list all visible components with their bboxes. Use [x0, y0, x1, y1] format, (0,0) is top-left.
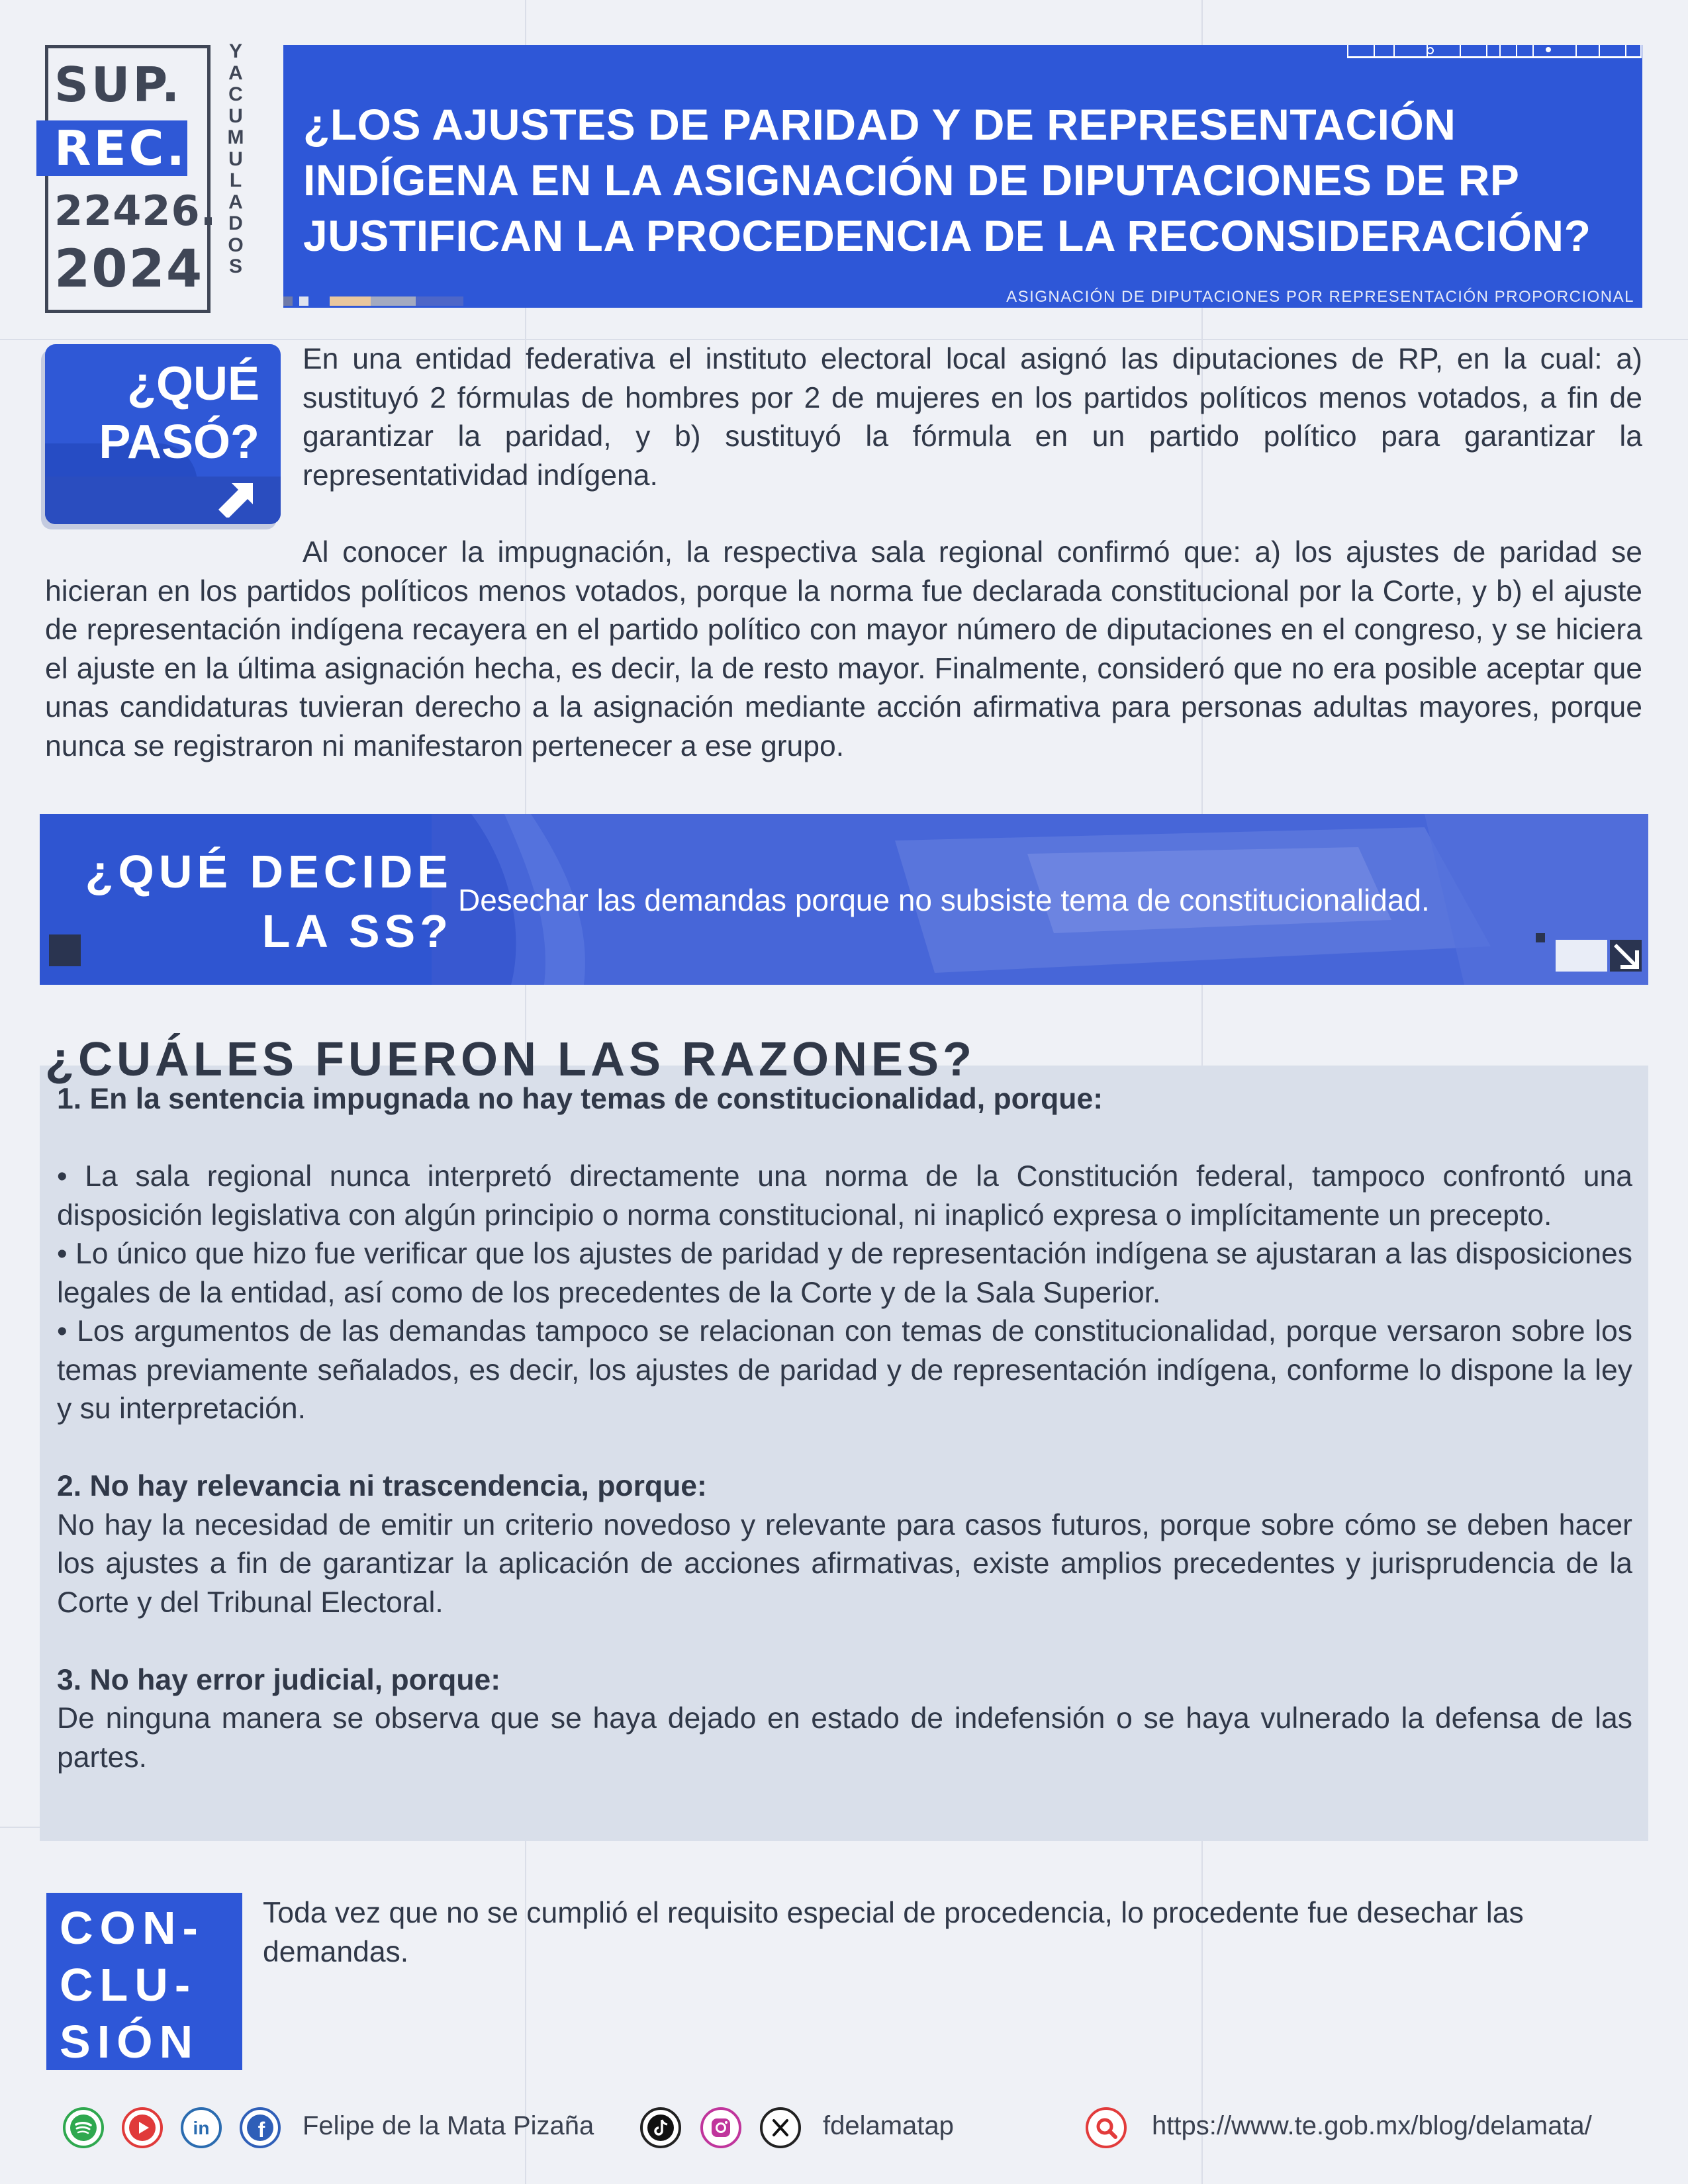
- decision-banner: [40, 814, 1648, 985]
- case-subtype: REC.: [54, 120, 187, 176]
- page-title: ¿LOS AJUSTES DE PARIDAD Y DE REPRESENTACIÓN INDÍGENA EN LA ASIGNACIÓN DE DIPUTACIONES DE RP JUSTIFICAN LA PROCEDENCIA DE LA RECONSIDERACIÓN?: [303, 100, 1591, 260]
- youtube-icon[interactable]: [122, 2107, 163, 2148]
- decision-label: [56, 842, 453, 961]
- arrow-down-right-icon: [1536, 933, 1642, 973]
- reason-1-bullet-2: • Lo único que hizo fue verificar que los ajustes de paridad y de representación indígena se ajustaran a las disposiciones legales de la entidad, así como de los precedentes de la Corte y de la Sala Superior.: [57, 1238, 1632, 1309]
- reason-3-text: De ninguna manera se observa que se haya dejado en estado de indefensión o se haya vulnerado la defensa de las partes.: [57, 1702, 1632, 1774]
- banner-subtitle: ASIGNACIÓN DE DIPUTACIONES POR REPRESENTACIÓN PROPORCIONAL: [1006, 288, 1634, 306]
- decision-text: Desechar las demandas porque no subsiste tema de constitucionalidad.: [458, 883, 1430, 917]
- deco-bar: [330, 296, 371, 306]
- deco-square: [283, 296, 293, 306]
- reason-2-heading: 2. No hay relevancia ni trascendencia, porque:: [57, 1470, 707, 1502]
- deco-square: [299, 296, 308, 306]
- tiktok-icon[interactable]: [640, 2107, 681, 2148]
- deco-square: [49, 934, 81, 966]
- que-paso-label: ¿QUÉ PASÓ?: [99, 357, 259, 469]
- instagram-icon[interactable]: [700, 2107, 741, 2148]
- conclusion-text: Toda vez que no se cumplió el requisito especial de procedencia, lo procedente fue desechar las demandas.: [263, 1897, 1524, 1968]
- case-type: SUP.: [54, 57, 183, 113]
- vertical-label-acumulados: YACUMULADOS: [227, 40, 244, 277]
- que-paso-paragraph-1: En una entidad federativa el instituto electoral local asignó las diputaciones de RP, en la cual: a) sustituyó 2 fórmulas de hombres por 2 de mujeres en los partidos políticos menos votados, a fin de garantizar la paridad, y b) sustituyó la fórmula en un partido político para garantizar la representatividad indígena.: [303, 343, 1642, 492]
- decision-label-line-1: ¿QUÉ DECIDE: [85, 846, 453, 897]
- title-banner: [283, 45, 1642, 308]
- decision-label-line-2: LA SS?: [261, 905, 453, 957]
- conclusion-label-line-2: CLU-: [60, 1959, 197, 2011]
- reason-2-text: No hay la necesidad de emitir un criterio novedoso y relevante para casos futuros, porque sobre cómo se deben hacer los ajustes a fin de garantizar la aplicación de acciones afirmativas, existe amplios precedentes y jurisprudencia de la Corte y del Tribunal Electoral.: [57, 1508, 1632, 1619]
- linkedin-icon[interactable]: [181, 2107, 222, 2148]
- reason-3-heading: 3. No hay error judicial, porque:: [57, 1663, 501, 1696]
- reason-1-bullet-1: • La sala regional nunca interpretó directamente una norma de la Constitución federal, tampoco confrontó una disposición legislativa con algún principio o norma constitucional, ni inaplicó expresa o implícitamente un precepto.: [57, 1160, 1632, 1232]
- conclusion-label: [60, 1899, 238, 2070]
- facebook-icon[interactable]: [240, 2107, 281, 2148]
- arrow-up-right-icon: [218, 478, 258, 518]
- razones-content: [57, 1080, 1632, 1777]
- ruler-decoration: [1347, 45, 1642, 58]
- conclusion-label-line-1: CON-: [60, 1902, 205, 1954]
- search-icon[interactable]: [1086, 2107, 1127, 2148]
- case-number: 22426.: [54, 187, 217, 235]
- que-paso-card: [45, 344, 281, 524]
- svg-text:in: in: [193, 2118, 210, 2138]
- deco-bar: [371, 296, 416, 306]
- spotify-icon[interactable]: [63, 2107, 104, 2148]
- footer-url[interactable]: https://www.te.gob.mx/blog/delamata/: [1152, 2111, 1592, 2140]
- reason-1-heading: 1. En la sentencia impugnada no hay temas de constitucionalidad, porque:: [57, 1083, 1103, 1115]
- razones-title: ¿CUÁLES FUERON LAS RAZONES?: [45, 1033, 976, 1086]
- conclusion-label-line-3: SIÓN: [60, 2016, 200, 2068]
- que-paso-paragraph-2: Al conocer la impugnación, la respectiva sala regional confirmó que: a) los ajustes de paridad se hicieran en los partidos políticos menos votados, porque la norma fue declarada constitucional por la Corte, y b) el ajuste de representación indígena recayera en el partido político con mayor número de diputaciones en el congreso, y se hiciera el ajuste en la última asignación hecha, es decir, la de resto mayor. Finalmente, consideró que no era posible aceptar que unas candidaturas tuvieran derecho a la asignación mediante acción afirmativa para personas adultas mayores, porque nunca se registraron ni manifestaron pertenecer a ese grupo.: [45, 536, 1642, 762]
- reason-1-bullet-3: • Los argumentos de las demandas tampoco se relacionan con temas de constitucionalidad, porque versaron sobre los temas previamente señalados, es decir, los ajustes de paridad y de representación indígena, conforme lo dispone la ley y su interpretación.: [57, 1315, 1632, 1425]
- svg-text:f: f: [258, 2118, 265, 2142]
- case-year: 2024: [54, 240, 204, 299]
- footer-handle: fdelamatap: [823, 2111, 954, 2140]
- x-icon[interactable]: [760, 2107, 801, 2148]
- footer-author: Felipe de la Mata Pizaña: [303, 2111, 594, 2140]
- deco-bar: [416, 296, 463, 306]
- conclusion-box: [46, 1893, 242, 2070]
